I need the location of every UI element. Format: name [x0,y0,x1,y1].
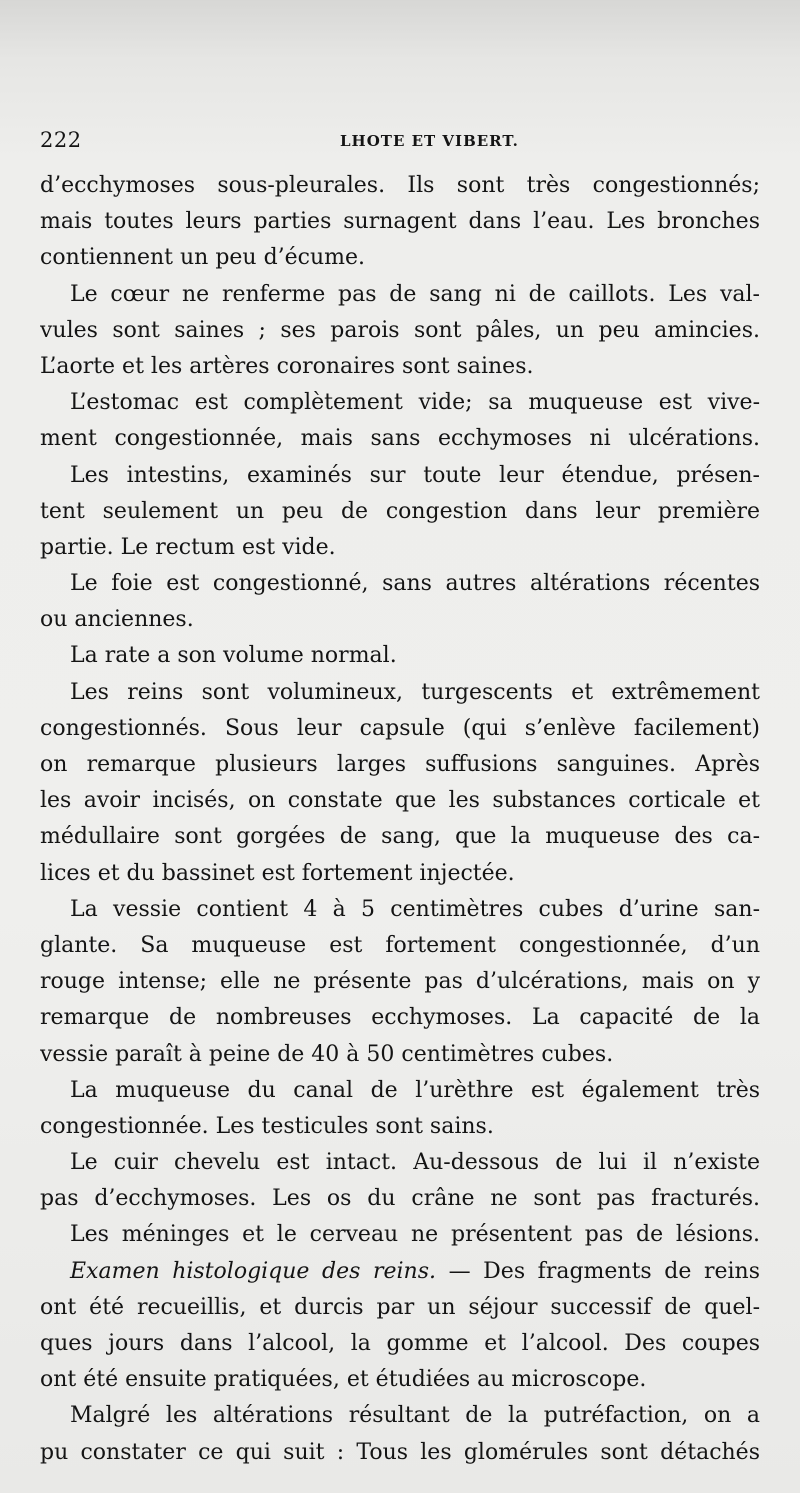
line-text: remarque de nombreuses ecchymoses. La capacité de la [40,1005,760,1031]
line-text: ment congestionnée, mais sans ecchymoses ni ulcérations. [40,426,760,452]
line-text: rouge intense; elle ne présente pas d’ulcérations, mais on y [40,969,760,995]
line-text: Les reins sont volumineux, turgescents et extrêmement [70,679,760,705]
page-number: 222 [40,128,82,152]
text-line [40,675,760,711]
text-line [40,1073,760,1109]
text-line [40,240,760,276]
text-line [40,1181,760,1217]
text-line [40,783,760,819]
text-line [40,964,760,1000]
line-text: tent seulement un peu de congestion dans leur première [40,498,760,524]
text-line [40,638,760,674]
page-header [40,124,760,156]
line-text: — Des fragments de reins [436,1258,760,1284]
line-text: Le cuir chevelu est intact. Au-dessous de lui il n’existe [70,1150,760,1176]
line-text: pu constater ce qui suit : Tous les glomérules sont détachés [40,1439,760,1465]
line-text: ou anciennes. [40,607,194,633]
text-line [40,1109,760,1145]
line-text: contiennent un peu d’écume. [40,245,366,271]
line-text: Le foie est congestionné, sans autres altérations récentes [70,571,760,597]
text-line [40,277,760,313]
line-text: congestionnés. Sous leur capsule (qui s’enlève facilement) [40,715,760,741]
text-line [40,711,760,747]
line-text: La rate a son volume normal. [70,643,397,669]
text-line [40,168,760,204]
text-line [40,421,760,457]
text-line [40,892,760,928]
line-text: congestionnée. Les testicules sont sains. [40,1113,494,1139]
line-text: médullaire sont gorgées de sang, que la muqueuse des ca- [40,824,760,850]
text-line [40,566,760,602]
line-text: Malgré les altérations résultant de la putréfaction, on a [70,1403,760,1429]
line-text: ont été recueillis, et durcis par un séjour successif de quel- [40,1294,760,1320]
text-line [40,1326,760,1362]
line-text: partie. Le rectum est vide. [40,534,336,560]
text-line [40,1290,760,1326]
text-line [40,530,760,566]
text-line [40,1000,760,1036]
line-text: Les intestins, examinés sur toute leur étendue, présen- [70,462,760,488]
text-line [40,1362,760,1398]
line-text: ques jours dans l’alcool, la gomme et l’alcool. Des coupes [40,1331,760,1356]
text-line [40,349,760,385]
line-text: d’ecchymoses sous-pleurales. Ils sont très congestionnés; [40,173,760,198]
line-text: L’aorte et les artères coronaires sont saines. [40,353,534,379]
text-line [40,458,760,494]
text-line [40,313,760,349]
text-line [40,928,760,964]
text-line [40,1145,760,1181]
body-text [40,168,760,1471]
text-line [40,819,760,855]
line-text: glante. Sa muqueuse est fortement congestionnée, d’un [40,932,760,958]
text-line [40,385,760,421]
line-text: Les méninges et le cerveau ne présentent pas de lésions. [70,1222,760,1248]
text-line [40,602,760,638]
text-line [40,1217,760,1253]
running-head: LHOTE ET VIBERT. [340,132,519,150]
line-text: pas d’ecchymoses. Les os du crâne ne sont pas fracturés. [40,1186,760,1212]
text-line [40,204,760,240]
line-text: ont été ensuite pratiquées, et étudiées au microscope. [40,1367,647,1393]
line-text: La muqueuse du canal de l’urèthre est également très [70,1077,760,1103]
line-text: on remarque plusieurs larges suffusions sanguines. Après [40,752,760,777]
line-text: Le cœur ne renferme pas de sang ni de caillots. Les val- [70,281,760,307]
line-text: vules sont saines ; ses parois sont pâles, un peu amincies. [40,317,760,343]
text-line [40,1037,760,1073]
line-text: lices et du bassinet est fortement injectée. [40,860,515,886]
text-line [40,747,760,783]
text-line [40,856,760,892]
line-text: mais toutes leurs parties surnagent dans l’eau. Les bronches [40,209,760,235]
line-text: La vessie contient 4 à 5 centimètres cubes d’urine san- [70,896,760,922]
text-line [40,494,760,530]
line-text: vessie paraît à peine de 40 à 50 centimètres cubes. [40,1041,614,1067]
text-line [40,1254,760,1290]
text-line [40,1398,760,1434]
line-text: L’estomac est complètement vide; sa muqueuse est vive- [70,390,760,416]
text-line [40,1435,760,1471]
line-text: les avoir incisés, on constate que les substances corticale et [40,788,760,814]
italic-heading: Examen histologique des reins. [70,1258,437,1284]
